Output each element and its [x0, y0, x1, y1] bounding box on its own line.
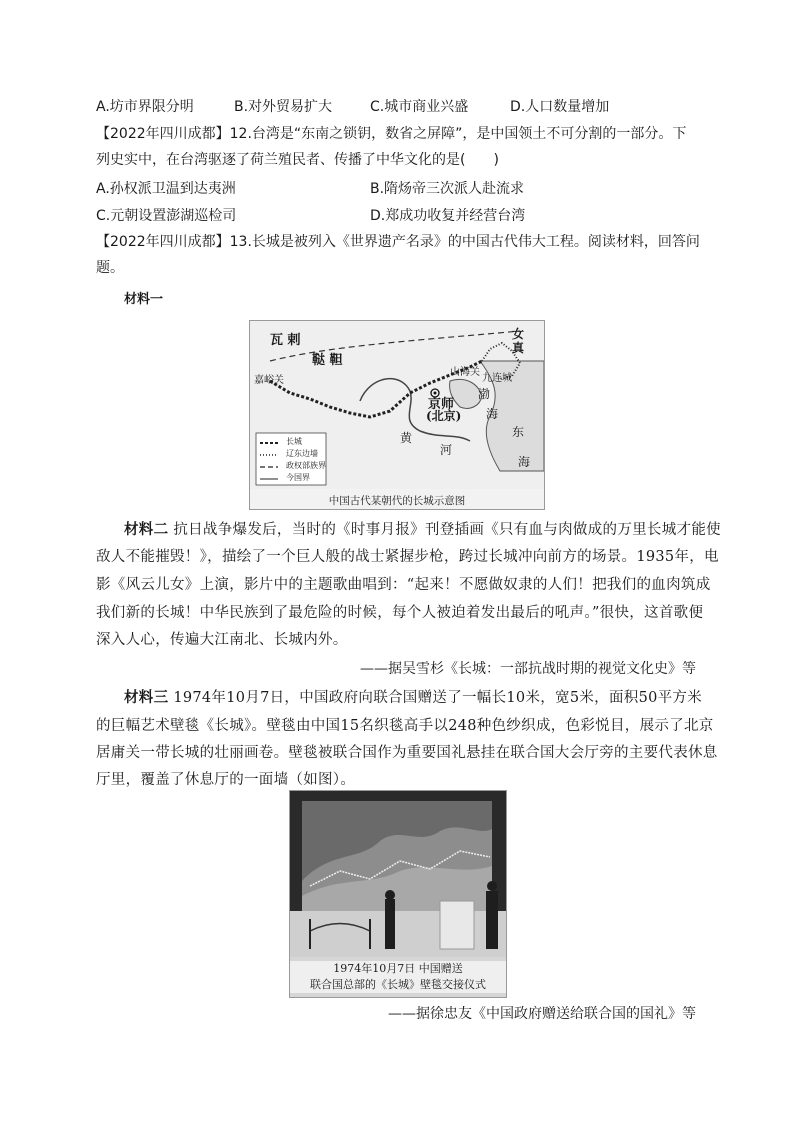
q13-stem-line2: 题。 [96, 260, 124, 276]
q12-stem-line1 [96, 124, 686, 144]
q12-option-a: A.孙权派卫温到达夷洲 [96, 181, 236, 197]
q12-stem-line2: 列史实中，在台湾驱逐了荷兰殖民者、传播了中华文化的是( ) [96, 152, 499, 168]
q13-text1: 13.长城是被列入《世界遗产名录》的中国古代伟大工程。阅读材料，回答问 [229, 234, 700, 250]
q11-option-d: D.人口数量增加 [510, 99, 610, 115]
map-label-wala: 瓦 剌 [270, 333, 301, 348]
material3-label: 材料三 [124, 689, 169, 706]
tapestry-caption [290, 961, 506, 993]
tapestry-photo-drawing [290, 791, 506, 957]
map-label-dada: 鞑 靼 [312, 353, 343, 368]
map-label-shanhaiguan: 山海关 [450, 367, 480, 378]
map-label-jingshi: 京师 [428, 397, 455, 412]
great-wall-map [249, 320, 545, 510]
material2-line4: 我们新的长城！中华民族到了最危险的时候，每个人被迫着发出最后的吼声。”很快，这首歌便 [96, 605, 704, 621]
map-label-jiayuguan: 嘉峪关 [254, 375, 284, 386]
map-label-he: 河 [440, 443, 453, 457]
legend-regime-border: 政权部族界 [286, 461, 326, 470]
map-label-donghai-hai: 海 [518, 455, 531, 469]
q12-option-b: B.隋炀帝三次派人赴流求 [370, 181, 525, 197]
material2-label: 材料二 [124, 521, 169, 538]
map-label-bo: 渤 [478, 387, 491, 401]
material3-line3: 居庸关一带长城的壮丽画卷。壁毯被联合国作为重要国礼悬挂在联合国大会厅旁的主要代表休息 [96, 745, 718, 761]
map-label-bohai-hai: 海 [486, 407, 499, 421]
material3-source: ——据徐忠友《中国政府赠送给联合国的国礼》等 [388, 1006, 696, 1022]
map-label-nuzhen: 女真 [512, 327, 525, 355]
q12-text1: 12.台湾是“东南之锁钥，数省之屏障”，是中国领土不可分割的一部分。下 [229, 126, 687, 142]
legend-liaodong-wall: 辽东边墙 [286, 449, 318, 458]
q13-stem-line1 [96, 232, 700, 252]
tapestry-photo [289, 790, 507, 998]
material3-line2: 的巨幅艺术壁毯《长城》。壁毯由中国15名织毯高手以248种色纱织成，色彩悦目，展示了北京 [96, 718, 714, 734]
map-label-jiuliancheng: 九连城 [482, 373, 512, 384]
q13-tag: 【2022年四川成都】 [96, 234, 230, 250]
material2-line1 [124, 520, 721, 540]
q11-option-a: A.坊市界限分明 [96, 99, 194, 115]
map-label-huang: 黄 [400, 431, 413, 445]
q11-option-b: B.对外贸易扩大 [234, 99, 333, 115]
q11-option-c: C.城市商业兴盛 [370, 99, 469, 115]
material3-text1: 1974年10月7日，中国政府向联合国赠送了一幅长10米，宽5米，面积50平方米 [173, 690, 703, 706]
q12-option-c: C.元朝设置澎湖巡检司 [96, 208, 237, 224]
material2-text1: 抗日战争爆发后，当时的《时事月报》刊登插画《只有血与肉做成的万里长城才能使 [173, 522, 721, 538]
material3-line1 [124, 688, 702, 708]
material2-line3: 影《风云儿女》上演，影片中的主题歌曲唱到：“起来！不愿做奴隶的人们！把我们的血肉筑成 [96, 577, 711, 593]
material3-line4: 厅里，覆盖了休息厅的一面墙（如图）。 [96, 772, 356, 788]
legend-great-wall: 长城 [286, 437, 302, 446]
q12-tag: 【2022年四川成都】 [96, 126, 230, 142]
map-caption: 中国古代某朝代的长城示意图 [328, 495, 466, 507]
tapestry-caption-line1: 1974年10月7日 中国赠送 [333, 962, 463, 975]
material1-label: 材料一 [124, 292, 164, 307]
map-label-dong: 东 [512, 425, 525, 439]
map-label-beijing: (北京) [426, 409, 462, 423]
material2-line2: 敌人不能摧毁！》，描绘了一个巨人般的战士紧握步枪，跨过长城冲向前方的场景。1935年，电 [96, 549, 719, 565]
q12-option-d: D.郑成功收复并经营台湾 [370, 208, 526, 224]
material2-line5: 深入人心，传遍大江南北、长城内外。 [96, 632, 348, 648]
legend-national-border: 今国界 [286, 473, 310, 482]
tapestry-caption-line2: 联合国总部的《长城》壁毯交接仪式 [310, 978, 486, 991]
material2-source: ——据吴雪杉《长城：一部抗战时期的视觉文化史》等 [360, 661, 696, 677]
